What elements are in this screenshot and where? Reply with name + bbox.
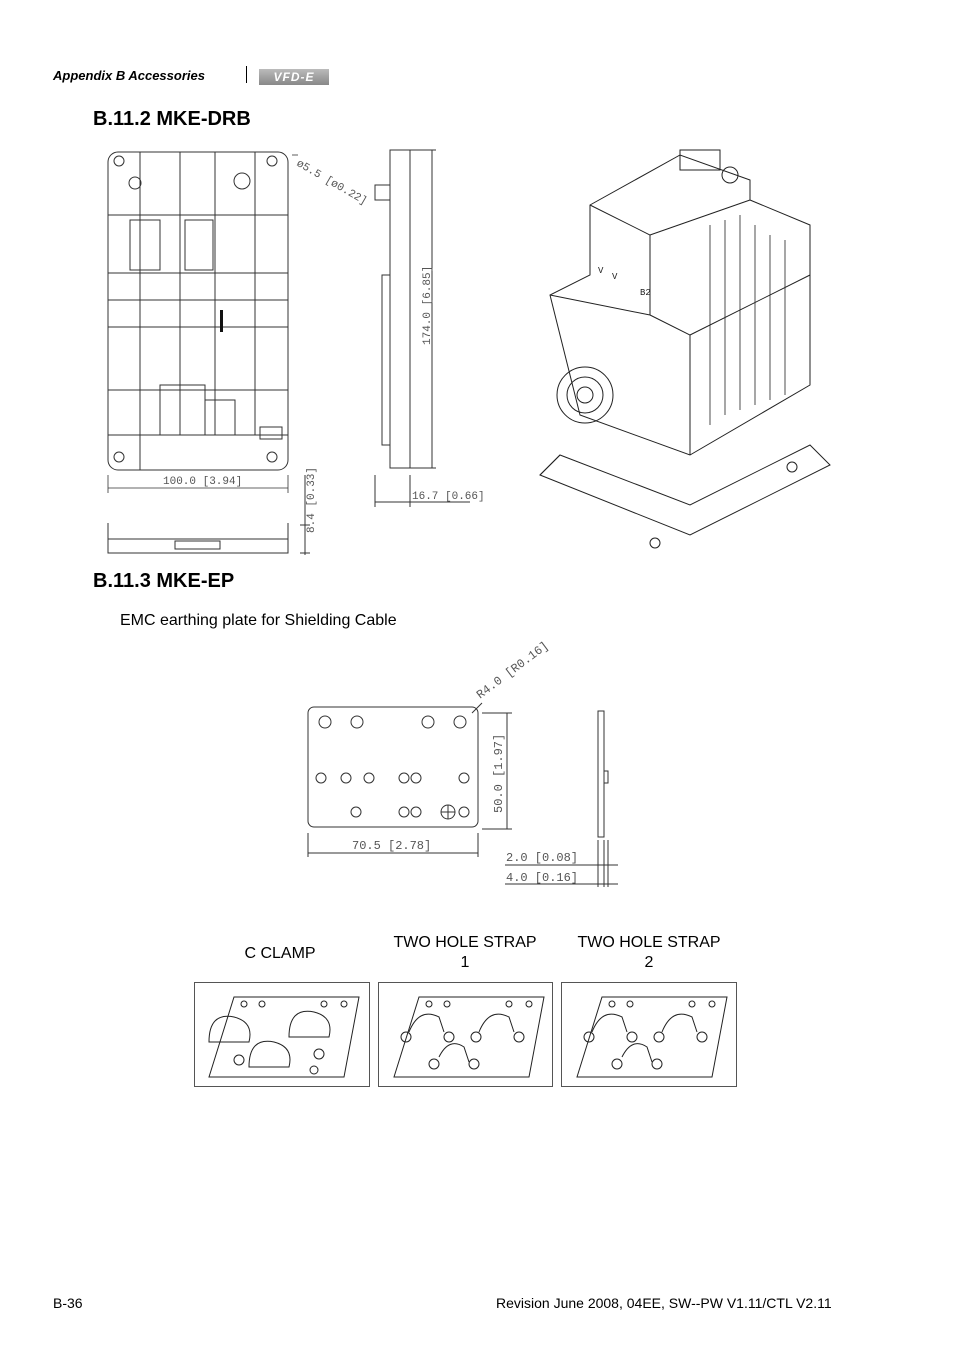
svg-text:R4.0 [R0.16]: R4.0 [R0.16]	[473, 639, 552, 703]
caption-two-hole-strap-2	[562, 933, 736, 973]
section-title-mke-ep: B.11.3 MKE-EP	[93, 570, 235, 592]
caption-line2: 1	[460, 954, 470, 971]
accessory-illustrations	[194, 982, 738, 1088]
svg-text:B2: B2	[640, 288, 651, 298]
ep-plate-drawing	[300, 635, 640, 895]
drive-on-din-rail-illustration	[530, 145, 840, 555]
drb-front-drawing	[100, 145, 369, 565]
header-divider	[246, 66, 247, 83]
svg-text:100.0 [3.94]: 100.0 [3.94]	[163, 476, 243, 488]
caption-line1: TWO HOLE STRAP	[393, 934, 537, 951]
svg-text:V: V	[612, 272, 618, 282]
page-number: B-36	[53, 1295, 83, 1311]
svg-text:4.0 [0.16]: 4.0 [0.16]	[506, 871, 579, 885]
svg-text:8.4 [0.33]: 8.4 [0.33]	[306, 466, 318, 533]
section-description: EMC earthing plate for Shielding Cable	[120, 612, 397, 629]
caption-line1: C CLAMP	[244, 945, 316, 962]
svg-text:16.7 [0.66]: 16.7 [0.66]	[412, 491, 485, 503]
caption-line1: TWO HOLE STRAP	[577, 934, 721, 951]
revision-info: Revision June 2008, 04EE, SW--PW V1.11/CTL V2.11	[496, 1295, 832, 1311]
drb-side-drawing	[370, 145, 485, 515]
section-title-mke-drb: B.11.2 MKE-DRB	[93, 108, 251, 130]
svg-text:50.0 [1.97]: 50.0 [1.97]	[492, 733, 506, 813]
running-header: Appendix B Accessories	[53, 68, 205, 83]
svg-text:V: V	[598, 266, 604, 276]
caption-two-hole-strap-1	[378, 933, 552, 973]
svg-text:174.0 [6.85]: 174.0 [6.85]	[422, 265, 434, 345]
svg-text:70.5 [2.78]: 70.5 [2.78]	[352, 839, 432, 853]
caption-c-clamp	[195, 944, 365, 964]
vfd-e-logo: VFD-E	[259, 69, 329, 85]
caption-line2: 2	[644, 954, 654, 971]
svg-text:ø5.5 [ø0.22]: ø5.5 [ø0.22]	[294, 158, 369, 209]
svg-text:2.0 [0.08]: 2.0 [0.08]	[506, 851, 579, 865]
